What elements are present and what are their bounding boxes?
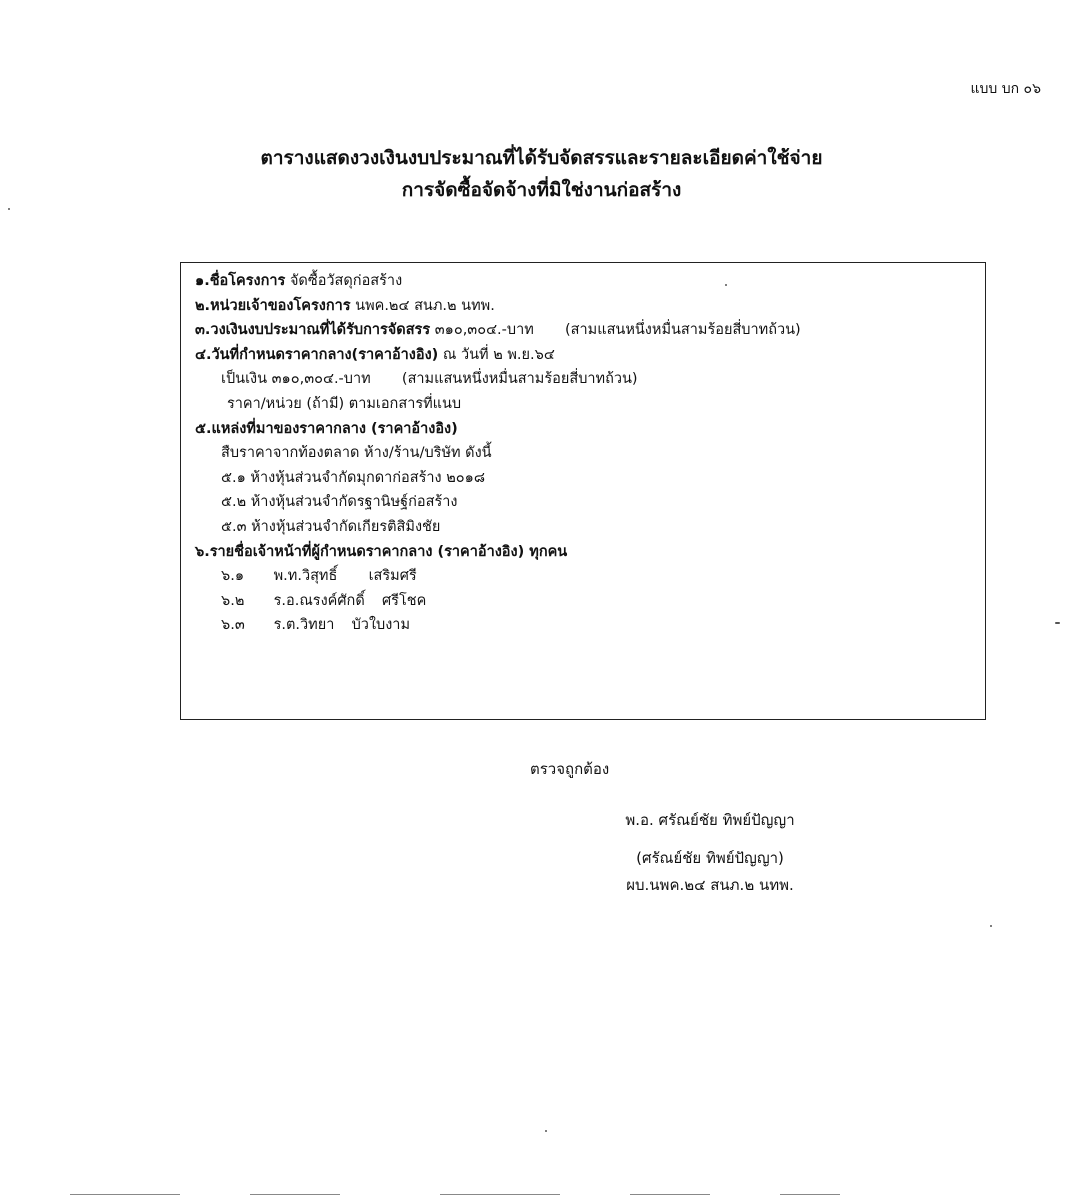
title-line-2: การจัดซื้อจัดจ้างที่มิใช่งานก่อสร้าง — [401, 179, 682, 201]
project-name-label: ๑.ชื่อโครงการ — [195, 273, 286, 289]
price-source-intro: สืบราคาจากท้องตลาด ห้าง/ร้าน/บริษัท ดังนี้ — [221, 445, 492, 462]
officer-surname: เสริมศรี — [368, 568, 417, 585]
scan-speck — [990, 925, 992, 927]
reference-amount-words: (สามแสนหนึ่งหมื่นสามร้อยสี่บาทถ้วน) — [401, 371, 638, 388]
form-code: แบบ บก ๐๖ — [970, 81, 1041, 97]
scan-artifact-line — [780, 1194, 840, 1195]
owner-unit-row — [195, 294, 985, 319]
officer-name: พ.ท.วิสุทธิ์ — [273, 568, 338, 585]
price-source-row — [195, 417, 985, 442]
document-title — [0, 142, 1083, 206]
officer-number: ๖.๓ — [221, 617, 245, 634]
reference-amount-row — [195, 367, 985, 392]
officer-surname: ศรีโชค — [381, 592, 427, 609]
owner-unit-label: ๒.หน่วยเจ้าของโครงการ — [195, 297, 351, 314]
officer-item — [195, 589, 985, 614]
officer-name: ร.ต.วิทยา — [273, 617, 335, 634]
reference-date-row — [195, 343, 985, 368]
budget-words: (สามแสนหนึ่งหมื่นสามร้อยสี่บาทถ้วน) — [565, 322, 801, 339]
scan-speck — [8, 208, 10, 210]
price-source-label: ๕.แหล่งที่มาของราคากลาง (ราคาอ้างอิง) — [195, 420, 458, 437]
signer-rank-name: พ.อ. ศรัณย์ชัย ทิพย์ปัญญา — [625, 811, 795, 829]
reference-date-value: ณ วันที่ ๒ พ.ย.๖๔ — [442, 346, 555, 363]
scan-speck — [545, 1130, 547, 1132]
price-source-item: ๕.๒ ห้างหุ้นส่วนจำกัดรฐานิษฐ์ก่อสร้าง — [221, 494, 458, 511]
scan-artifact-line — [250, 1194, 340, 1195]
signer-position: ผบ.นพค.๒๔ สนภ.๒ นทพ. — [626, 876, 794, 894]
title-line-1: ตารางแสดงวงเงินงบประมาณที่ได้รับจัดสรรและรายละเอียดค่าใช้จ่าย — [260, 147, 823, 169]
officer-number: ๖.๒ — [221, 592, 245, 609]
scan-speck — [1055, 622, 1060, 624]
signer-full-name: (ศรัณย์ชัย ทิพย์ปัญญา) — [636, 849, 784, 867]
reference-date-label: ๔.วันที่กำหนดราคากลาง(ราคาอ้างอิง) — [195, 346, 439, 363]
project-info-box — [180, 262, 986, 720]
officer-item — [195, 613, 985, 638]
price-source-item: ๕.๓ ห้างหุ้นส่วนจำกัดเกียรติสิมิงชัย — [221, 518, 441, 535]
verification-text: ตรวจถูกต้อง — [530, 760, 610, 778]
scan-artifact-line — [440, 1194, 560, 1195]
scan-artifact-line — [630, 1194, 710, 1195]
reference-amount: เป็นเงิน ๓๑๐,๓๐๔.-บาท — [221, 371, 371, 388]
officers-row — [195, 540, 985, 565]
price-source-item: ๕.๑ ห้างหุ้นส่วนจำกัดมุกดาก่อสร้าง ๒๐๑๘ — [221, 469, 486, 486]
officers-label: ๖.รายชื่อเจ้าหน้าที่ผู้กำหนดราคากลาง (ราคาอ้างอิง) ทุกคน — [195, 543, 568, 560]
budget-label: ๓.วงเงินงบประมาณที่ได้รับการจัดสรร — [195, 322, 431, 339]
owner-unit-value: นพค.๒๔ สนภ.๒ นทพ. — [355, 297, 495, 314]
budget-row — [195, 318, 985, 343]
officer-item — [195, 564, 985, 589]
budget-value: ๓๑๐,๓๐๔.-บาท — [434, 322, 534, 339]
officer-name: ร.อ.ณรงค์ศักดิ์ — [273, 592, 365, 609]
project-name-row — [195, 269, 985, 294]
officer-surname: บัวใบงาม — [351, 617, 411, 634]
scan-artifact-line — [70, 1194, 180, 1195]
scan-speck — [725, 284, 727, 286]
unit-price-row: ราคา/หน่วย (ถ้ามี) ตามเอกสารที่แนบ — [227, 395, 462, 412]
project-name-value: จัดซื้อวัสดุก่อสร้าง — [289, 273, 403, 289]
officer-number: ๖.๑ — [221, 568, 245, 585]
